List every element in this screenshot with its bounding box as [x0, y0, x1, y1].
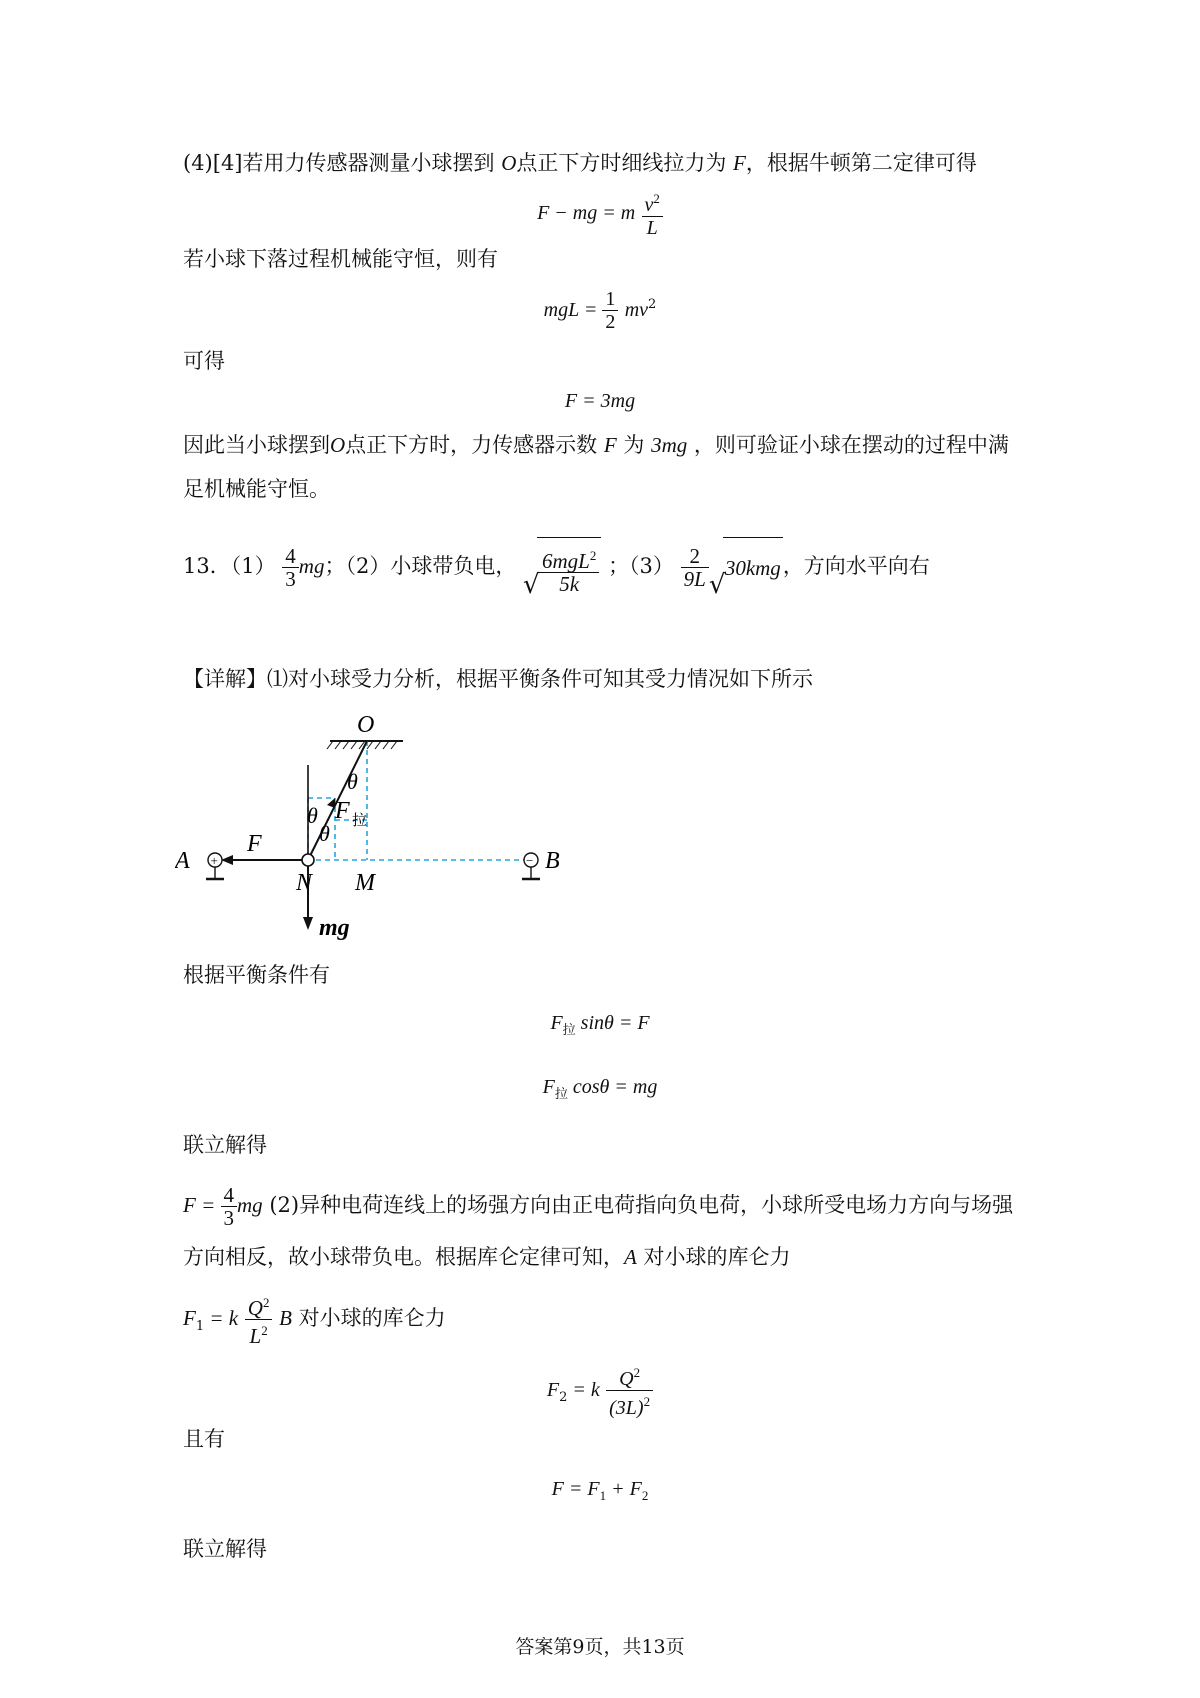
label-N: N	[296, 870, 313, 896]
ball	[302, 854, 314, 866]
q13-answer: 13．（1） $\frac{4}{3}$ mg；（2）小球带负电， √ $\frac{6mgL^2}{5k}$ ；（3） $\frac{2}{9L}$ √ 30kmg，方向水平向右	[183, 536, 930, 598]
energy-line: 若小球下落过程机械能守恒，则有	[183, 247, 498, 271]
result-F-line: F = $\frac{4}{3}$ mg (2)异种电荷连线上的场强方向由正电荷指向负电荷，小球所受电场力方向与场强	[183, 1183, 1014, 1230]
lianli-line-2: 联立解得	[183, 1537, 267, 1561]
theta-top: θ	[347, 769, 358, 794]
kede-line: 可得	[183, 349, 225, 373]
balance-line: 根据平衡条件有	[183, 963, 330, 987]
label-F: F	[247, 831, 262, 857]
equation-F2: $F_2 = k$ $\frac{Q^2}{(3L)^2}$	[0, 1362, 1200, 1419]
page-footer: 答案第9页，共13页	[515, 1636, 685, 1658]
force-mg-arrowhead	[303, 917, 313, 930]
part4-label: (4)[4]	[183, 151, 243, 175]
equation-cos: $F_拉$ cosθ = mg	[542, 1076, 658, 1101]
label-O: O	[357, 712, 375, 738]
tension-arrowhead	[327, 798, 335, 808]
qieyou-line: 且有	[183, 1427, 225, 1451]
lianli-line-1: 联立解得	[183, 1133, 267, 1157]
label-la-sub: 拉	[352, 813, 368, 829]
equation-sum: $F = F_1 + F_2$	[551, 1478, 649, 1503]
detail-heading: 【详解】⑴对小球受力分析，根据平衡条件可知其受力情况如下所示	[183, 667, 813, 691]
force-diagram	[175, 705, 575, 945]
sqrt-expression: √ $\frac{6mgL^2}{5k}$	[523, 537, 601, 598]
theta-left: θ	[307, 803, 318, 828]
label-M: M	[355, 870, 375, 896]
part4-paragraph: (4)[4]若用力传感器测量小球摆到 O点正下方时细线拉力为 F，根据牛顿第二定律可得	[183, 151, 977, 175]
equation-f3mg: F = 3mg	[564, 390, 636, 412]
equation-newton: F − mg = m $\frac{v^2}{L}$	[0, 188, 1200, 239]
label-A: A	[175, 848, 190, 874]
charge-A	[206, 853, 224, 879]
q13-number: 13．（1）	[183, 554, 276, 578]
equation-sin: $F_拉$ sinθ = F	[550, 1012, 650, 1037]
coulomb-intro-line: 方向相反，故小球带负电。根据库仑定律可知，A 对小球的库仑力	[183, 1245, 791, 1269]
conclusion-line1: 因此当小球摆到O点正下方时，力传感器示数 F 为 3mg ，则可验证小球在摆动的过程中满	[183, 433, 1009, 457]
svg-text:+: +	[210, 853, 218, 868]
label-mg: mg	[319, 915, 350, 941]
theta-bottom: θ	[319, 821, 330, 846]
svg-text:−: −	[526, 853, 534, 868]
conclusion-line2: 足机械能守恒。	[183, 477, 330, 501]
charge-B	[522, 853, 540, 879]
equation-energy: mgL = $\frac{1}{2}$ $mv^2$	[543, 288, 657, 333]
label-B: B	[545, 848, 560, 874]
force-F-arrowhead	[221, 855, 233, 865]
equation-F1-line: $F_1 = k$ $\frac{Q^2}{L^2}$ B 对小球的库仑力	[183, 1290, 446, 1355]
label-F-la: F	[335, 798, 350, 824]
